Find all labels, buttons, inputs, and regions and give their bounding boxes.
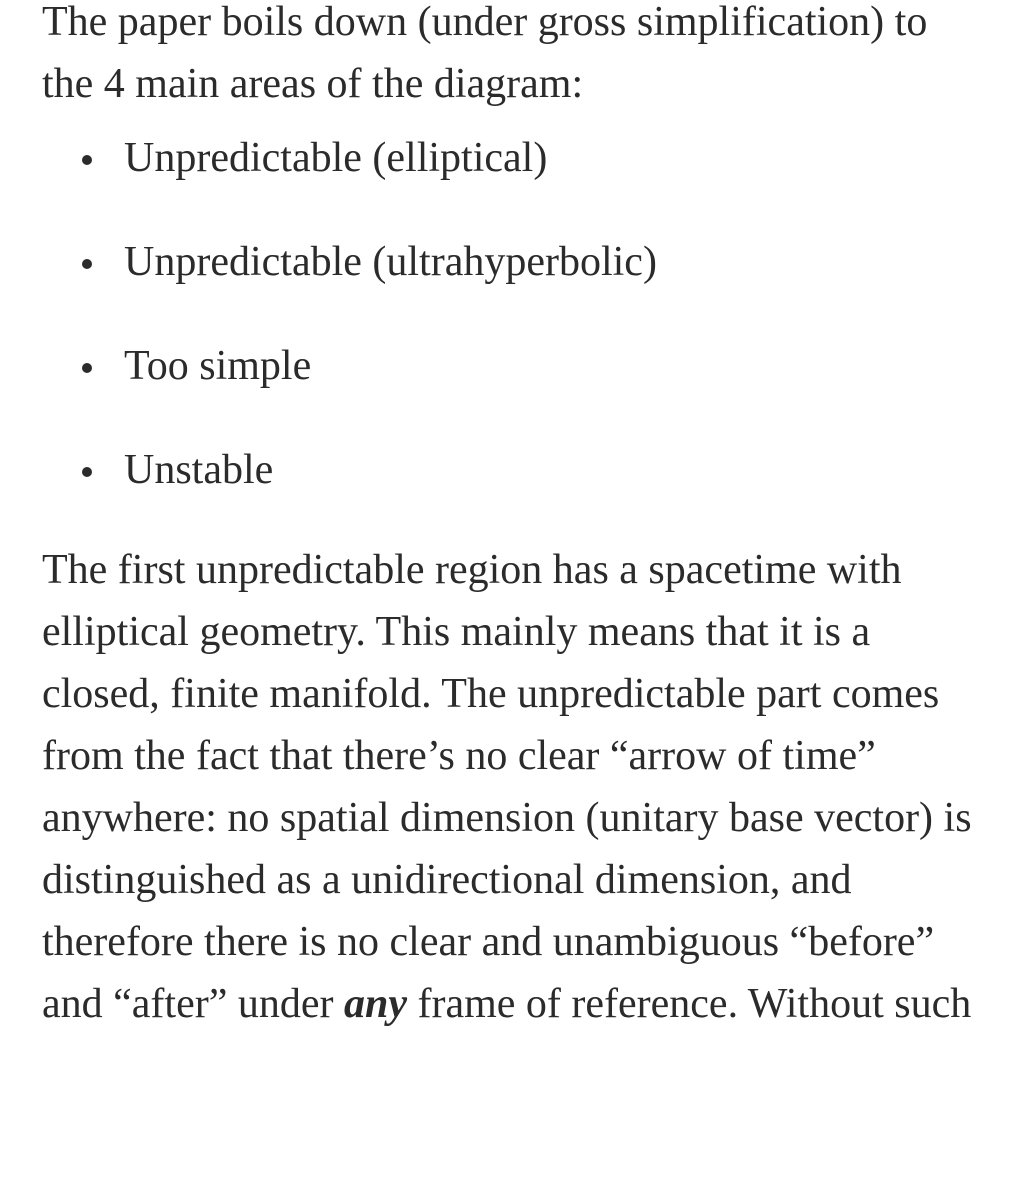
- bullet-icon: [82, 155, 92, 165]
- list-item-text: Too simple: [124, 343, 312, 389]
- regions-list: [42, 127, 982, 501]
- article-body: [42, 0, 982, 1035]
- body-text-part2: frame of reference. Without such: [406, 981, 972, 1027]
- intro-paragraph: The paper boils down (under gross simplification) to the 4 main areas of the diagram:: [42, 0, 928, 107]
- emphasis-text: any: [343, 981, 407, 1027]
- list-item-text: Unpredictable (elliptical): [124, 135, 548, 181]
- list-item-text: Unstable: [124, 447, 274, 493]
- list-item: [42, 127, 982, 189]
- list-item: [42, 335, 982, 397]
- list-item-text: Unpredictable (ultrahyperbolic): [124, 239, 657, 285]
- body-paragraph: [42, 539, 982, 1035]
- list-item: [42, 439, 982, 501]
- bullet-icon: [82, 259, 92, 269]
- list-item: [42, 231, 982, 293]
- body-text-part1: The first unpredictable region has a spacetime with elliptical geometry. This mainly means that it is a closed, finite manifold. The unpredictable part comes from the fact that there’s no clear “arrow of time” anywhere: no spatial dimension (unitary base vector) is distinguished as a unidirectional dimension, and therefore there is no clear and unambiguous “before” and “after” under: [42, 547, 972, 1027]
- bullet-icon: [82, 467, 92, 477]
- bullet-icon: [82, 363, 92, 373]
